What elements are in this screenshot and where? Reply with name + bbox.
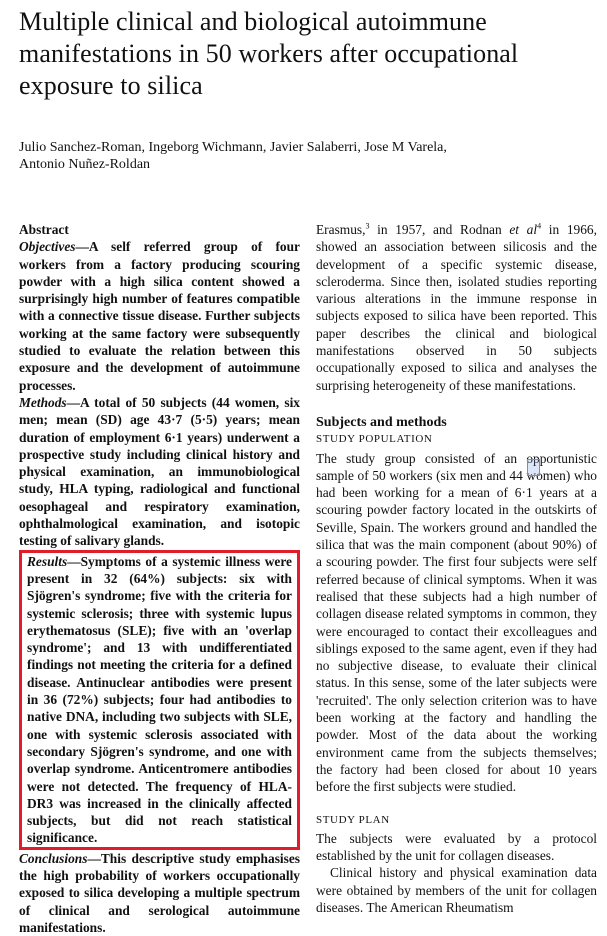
conclusions-text: —This descriptive study emphasises the high probability of workers occupationally exposed to silica developing a multiple spectrum of clinical and serological autoimmune manifestations. bbox=[19, 850, 300, 935]
abstract-column bbox=[19, 221, 300, 936]
section-heading: Subjects and methods bbox=[316, 414, 447, 430]
et-al: et al bbox=[509, 222, 538, 237]
intro-paragraph bbox=[316, 221, 597, 394]
results-label: Results bbox=[27, 553, 68, 569]
study-plan-text-2: Clinical history and physical examination data were obtained by members of the unit for collagen diseases. The American Rheumatism bbox=[316, 865, 597, 915]
objectives-text: —A self referred group of four workers from a factory producing scouring powder with a high silica content showed a surprisingly high number of features compatible with a connective tissue disease. Further subjects working at the same factory were subsequently studied to evaluate the relation between this exposure and the development of autoimmune processes. bbox=[19, 239, 300, 393]
objectives-label: Objectives bbox=[19, 239, 76, 255]
methods-text: —A total of 50 subjects (44 women, six men; mean (SD) age 43·7 (5·5) years; mean duration of employment 6·1 years) underwent a prospective study including clinical history and physical examination, an immunobiological study, HLA typing, radiological and functional oesophageal and respiratory examination, ophthalmological examination, and isotopic testing of salivary glands. bbox=[19, 394, 300, 549]
study-plan-text: The subjects were evaluated by a protocol established by the unit for collagen diseases. bbox=[316, 830, 597, 864]
text-cursor-marker bbox=[527, 459, 540, 476]
authors-line-1: Julio Sanchez-Roman, Ingeborg Wichmann, Javier Salaberri, Jose M Varela, bbox=[19, 140, 447, 155]
article-title: Multiple clinical and biological autoimmune manifestations in 50 workers after occupational exposure to silica bbox=[19, 7, 519, 100]
study-population-text: The study group consisted of an opportunistic sample of 50 workers (six men and 44 women) who had been working for a mean of 6·1 years at a scouring powder factory located in the outskirts of Seville, Spain. The workers ground and handled the silica that was the main component (about 90%) of a scouring powder. The first four subjects were self referred because of clinical symptoms. When it was realised that these subjects had a high number of collagen disease related symptoms in common, they were encouraged to contact their excolleagues and siblings exposed to the same agent, even if they had no subjective disease, to evaluate their clinical status. In this sense, some of the later subjects were 'recruited'. The only selection criterion was to have been working at the factory and handling the powder. Most of the data about the working environment came from the subjects themselves; the factory had been closed for about 10 years before the first subjects were studied. bbox=[316, 450, 597, 795]
abstract-methods bbox=[19, 394, 300, 550]
methods-label: Methods bbox=[19, 394, 67, 410]
results-text: —Symptoms of a systemic illness were present in 32 (64%) subjects: six with Sjögren's syndrome; five with the criteria for systemic sclerosis; three with systemic lupus erythematosus (SLE); five with an 'overlap syndrome'; and 13 with undifferentiated findings not meeting the criteria for a defined disease. Antinuclear antibodies were present in 36 (72%) subjects; four had antibodies to native DNA, including two subjects with SLE, one with systemic sclerosis associated with secondary Sjögren's syndrome, and one with overlap syndrome. Anticentromere antibodies were not detected. The frequency of HLA-DR3 was increased in the clinically affected subjects, but did not reach statistical significance. bbox=[27, 553, 292, 846]
study-plan-heading: STUDY PLAN bbox=[316, 813, 390, 826]
abstract-objectives bbox=[19, 238, 300, 394]
reference-4: 4 bbox=[537, 221, 542, 231]
author-list bbox=[19, 139, 579, 173]
intro-text-2: in 1957, and Rodnan bbox=[369, 222, 510, 237]
intro-text-1: Erasmus, bbox=[316, 222, 366, 237]
intro-text-3: in 1966, showed an association between silicosis and the development of a specific systemic disease, scleroderma. Since then, isolated studies reporting various alterations in the immune response in subjects exposed to silica have been reported. This paper describes the clinical and biological manifestations observed in 50 subjects occupationally exposed to silica and analyses the surprising heterogeneity of these manifestations. bbox=[316, 222, 597, 393]
abstract-heading: Abstract bbox=[19, 222, 69, 237]
study-population-heading: STUDY POPULATION bbox=[316, 433, 433, 446]
abstract-results-highlight bbox=[19, 550, 300, 850]
conclusions-label: Conclusions bbox=[19, 850, 88, 866]
body-column bbox=[316, 221, 597, 916]
reference-3: 3 bbox=[365, 221, 370, 231]
authors-line-2: Antonio Nuñez-Roldan bbox=[19, 157, 151, 172]
abstract-conclusions bbox=[19, 850, 300, 936]
